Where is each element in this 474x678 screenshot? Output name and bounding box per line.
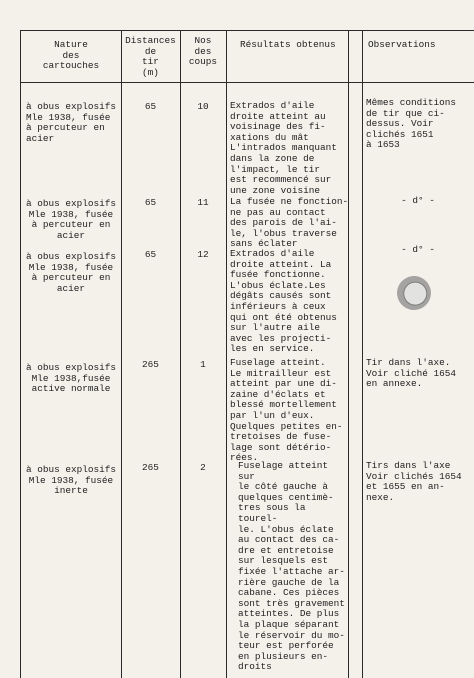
row-4-distance: 265 — [142, 359, 159, 370]
row-3-nature: à obus explosifs Mle 1938, fusée à percuteur en acier — [25, 251, 116, 294]
row-2-nature: à obus explosifs Mle 1938, fusée à percuteur en acier — [25, 198, 116, 241]
table-border-left — [20, 30, 21, 678]
row-5-resultat: Fuselage atteint sur le côté gauche à quelques centimè- tres sous la tourel- le. L'obus éclate au contact des ca- dre et entretoise sur lesquels est fixée l'attache ar- rière gauche de la cabane. Ces pièces sont très gravement atteintes. De plus la plaque séparant le réservoir du mo- teur est perforée en plusieurs en- droits — [238, 460, 345, 673]
ink-stamp — [393, 272, 436, 315]
row-4-resultat: Fuselage atteint. Le mitrailleur est atteint par une di- zaine d'éclats et blessé mortellement par l'un d'eux. Quelques petites en- tretoises de fuse- lage sont détério- rées. — [230, 357, 343, 464]
row-1-observation: Mêmes conditions de tir que ci- dessus. Voir clichés 1651 à 1653 — [366, 97, 457, 151]
header-resultats: Résultats obtenus — [240, 39, 336, 50]
header-distances: Distances de tir (m) — [125, 35, 176, 78]
header-divider — [20, 82, 474, 83]
row-4-observation: Tir dans l'axe. Voir cliché 1654 en annexe. — [366, 357, 457, 390]
header-observations: Observations — [368, 39, 436, 50]
row-1-resultat: Extrados d'aile droite atteint au voisinage des fi- xations du mât L'intrados manquant dans la zone de l'impact, le tir est recommencé sur une zone voisine — [230, 100, 337, 196]
column-divider — [362, 30, 363, 678]
header-nature: Nature des cartouches — [42, 39, 100, 72]
row-1-distance: 65 — [144, 101, 157, 112]
row-5-observation: Tirs dans l'axe Voir clichés 1654 et 1655 en an- nexe. — [366, 460, 462, 503]
row-3-coup: 12 — [197, 249, 209, 260]
row-4-nature: à obus explosifs Mle 1938,fusée active normale — [25, 362, 116, 395]
row-2-observation: - d° - — [401, 195, 435, 206]
row-1-coup: 10 — [197, 101, 209, 112]
row-4-coup: 1 — [200, 359, 206, 370]
header-coups: Nos des coups — [188, 35, 218, 68]
row-2-distance: 65 — [144, 197, 157, 208]
column-divider — [121, 30, 122, 678]
row-5-distance: 265 — [142, 462, 159, 473]
row-2-coup: 11 — [197, 197, 209, 208]
column-divider — [180, 30, 181, 678]
row-3-observation: - d° - — [401, 244, 435, 255]
row-5-coup: 2 — [200, 462, 206, 473]
column-divider — [226, 30, 227, 678]
row-2-resultat: La fusée ne fonction- ne pas au contact des parois de l'ai- le, l'obus traverse sans éclater — [230, 196, 349, 250]
row-5-nature: à obus explosifs Mle 1938, fusée inerte — [25, 464, 116, 497]
row-3-resultat: Extrados d'aile droite atteint. La fusée fonctionne. L'obus éclate.Les dégâts causés sont inférieurs à ceux qui ont été obtenus sur l'autre aile avec les projecti- les en service. — [230, 248, 337, 355]
row-1-nature: à obus explosifs Mle 1938, fusée à percuteur en acier — [26, 101, 117, 144]
table-top-border — [20, 30, 474, 31]
row-3-distance: 65 — [144, 249, 157, 260]
